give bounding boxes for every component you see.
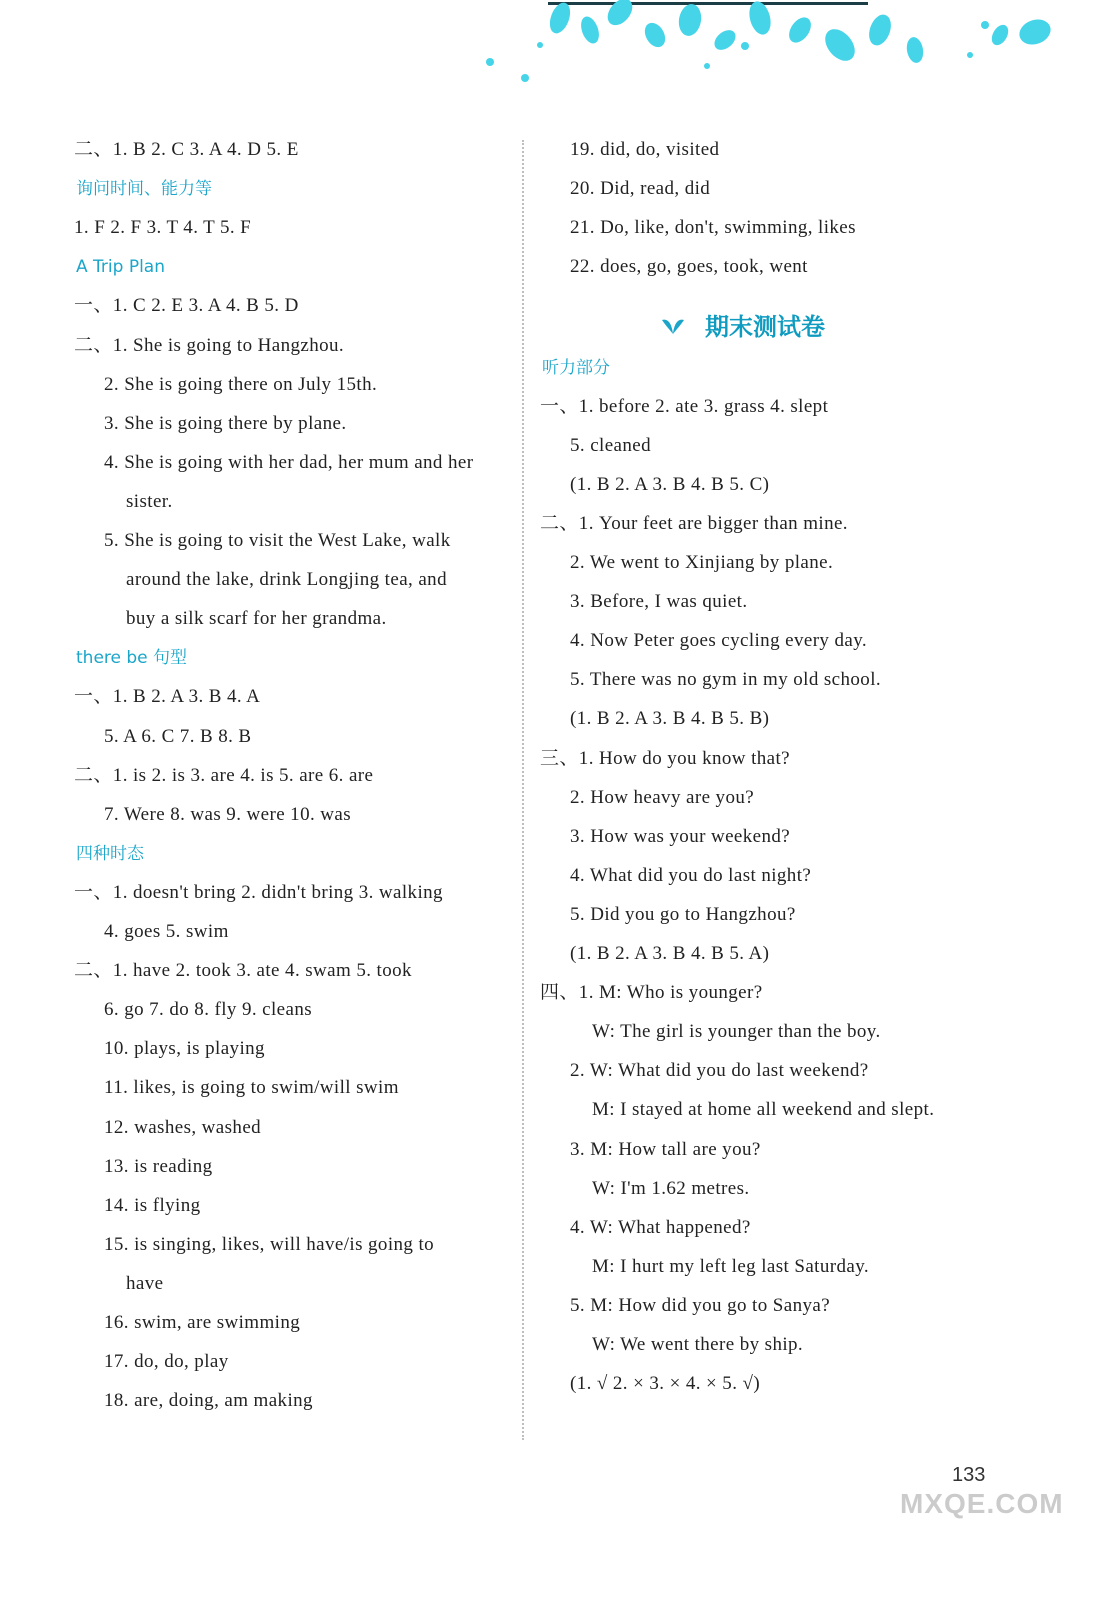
answer-line: 10. plays, is playing: [104, 1038, 265, 1060]
section-title: 期末测试卷: [705, 313, 825, 342]
answer-line: 22. does, go, goes, took, went: [570, 256, 808, 278]
answer-line: 二、1. She is going to Hangzhou.: [74, 334, 345, 356]
answer-line: buy a silk scarf for her grandma.: [126, 608, 387, 630]
answer-line: (1. B 2. A 3. B 4. B 5. A): [570, 943, 770, 964]
section-header: 听力部分: [542, 357, 610, 378]
answer-line: 2. She is going there on July 15th.: [104, 373, 378, 395]
watermark: MXQE.COM: [900, 1488, 1064, 1519]
answer-line: 二、1. is 2. is 3. are 4. is 5. are 6. are: [74, 764, 374, 786]
answer-line: 3. Before, I was quiet.: [570, 591, 748, 613]
answer-line: 一、1. before 2. ate 3. grass 4. slept: [540, 395, 829, 417]
answer-line: around the lake, drink Longjing tea, and: [126, 569, 447, 591]
answer-line: 17. do, do, play: [104, 1351, 229, 1373]
answer-line: (1. B 2. A 3. B 4. B 5. B): [570, 708, 770, 730]
answer-line: 5. A 6. C 7. B 8. B: [104, 725, 252, 747]
answer-line: 二、1. have 2. took 3. ate 4. swam 5. took: [74, 960, 412, 982]
answer-line: 15. is singing, likes, will have/is going to: [104, 1233, 435, 1255]
answer-line: 一、1. B 2. A 3. B 4. A: [74, 686, 261, 708]
answer-line: 14. is flying: [104, 1194, 201, 1216]
answer-line: 二、1. B 2. C 3. A 4. D 5. E: [74, 139, 299, 160]
answer-line: M: I hurt my left leg last Saturday.: [592, 1255, 870, 1277]
answer-line: 12. washes, washed: [104, 1116, 262, 1138]
answer-line: 18. are, doing, am making: [104, 1390, 313, 1412]
answer-line: 3. M: How tall are you?: [570, 1138, 761, 1160]
answer-line: 4. Now Peter goes cycling every day.: [570, 630, 868, 652]
answer-line: 5. cleaned: [570, 434, 652, 456]
answer-line: W: I'm 1.62 metres.: [592, 1177, 750, 1199]
leaf-icon: [660, 316, 686, 336]
answer-line: 4. W: What happened?: [570, 1216, 751, 1238]
section-header: there be 句型: [76, 648, 188, 669]
answer-line: (1. √ 2. × 3. × 4. × 5. √): [570, 1373, 761, 1395]
leaf-decoration: [0, 0, 1094, 110]
answer-line: 16. swim, are swimming: [104, 1312, 301, 1333]
section-header: 询问时间、能力等: [76, 179, 212, 200]
answer-line: 1. F 2. F 3. T 4. T 5. F: [74, 217, 252, 239]
section-header: A Trip Plan: [76, 257, 165, 278]
answer-line: M: I stayed at home all weekend and slept.: [592, 1099, 935, 1121]
answer-line: 一、1. doesn't bring 2. didn't bring 3. walking: [74, 881, 443, 903]
answer-line: 13. is reading: [104, 1155, 213, 1177]
answer-line: 11. likes, is going to swim/will swim: [104, 1077, 399, 1099]
answer-line: 19. did, do, visited: [570, 139, 720, 160]
answer-line: 2. How heavy are you?: [570, 786, 755, 808]
answer-line: have: [126, 1272, 164, 1294]
answer-line: W: We went there by ship.: [592, 1334, 804, 1355]
answer-line: 4. goes 5. swim: [104, 921, 229, 942]
answer-line: 4. She is going with her dad, her mum and her: [104, 451, 474, 473]
column-divider: [522, 140, 524, 1440]
answer-line: 20. Did, read, did: [570, 178, 711, 200]
answer-line: 3. How was your weekend?: [570, 825, 791, 847]
answer-line: 7. Were 8. was 9. were 10. was: [104, 803, 352, 825]
answer-line: 一、1. C 2. E 3. A 4. B 5. D: [74, 295, 299, 317]
answer-line: 4. What did you do last night?: [570, 864, 812, 886]
answer-line: W: The girl is younger than the boy.: [592, 1021, 881, 1043]
answer-line: 21. Do, like, don't, swimming, likes: [570, 217, 856, 239]
answer-line: 2. W: What did you do last weekend?: [570, 1060, 869, 1082]
answer-line: 二、1. Your feet are bigger than mine.: [540, 512, 848, 534]
answer-line: 5. She is going to visit the West Lake, walk: [104, 530, 451, 551]
answer-line: 三、1. How do you know that?: [540, 747, 790, 769]
answer-line: 5. Did you go to Hangzhou?: [570, 903, 796, 925]
answer-line: (1. B 2. A 3. B 4. B 5. C): [570, 473, 770, 495]
answer-line: 6. go 7. do 8. fly 9. cleans: [104, 999, 313, 1021]
answer-line: 5. M: How did you go to Sanya?: [570, 1294, 831, 1316]
answer-line: 2. We went to Xinjiang by plane.: [570, 552, 834, 573]
answer-line: 5. There was no gym in my old school.: [570, 669, 882, 691]
page-number: 133: [952, 1464, 986, 1486]
answer-line: 四、1. M: Who is younger?: [540, 982, 763, 1004]
answer-line: sister.: [126, 490, 173, 512]
section-header: 四种时态: [76, 843, 144, 864]
answer-line: 3. She is going there by plane.: [104, 412, 347, 434]
